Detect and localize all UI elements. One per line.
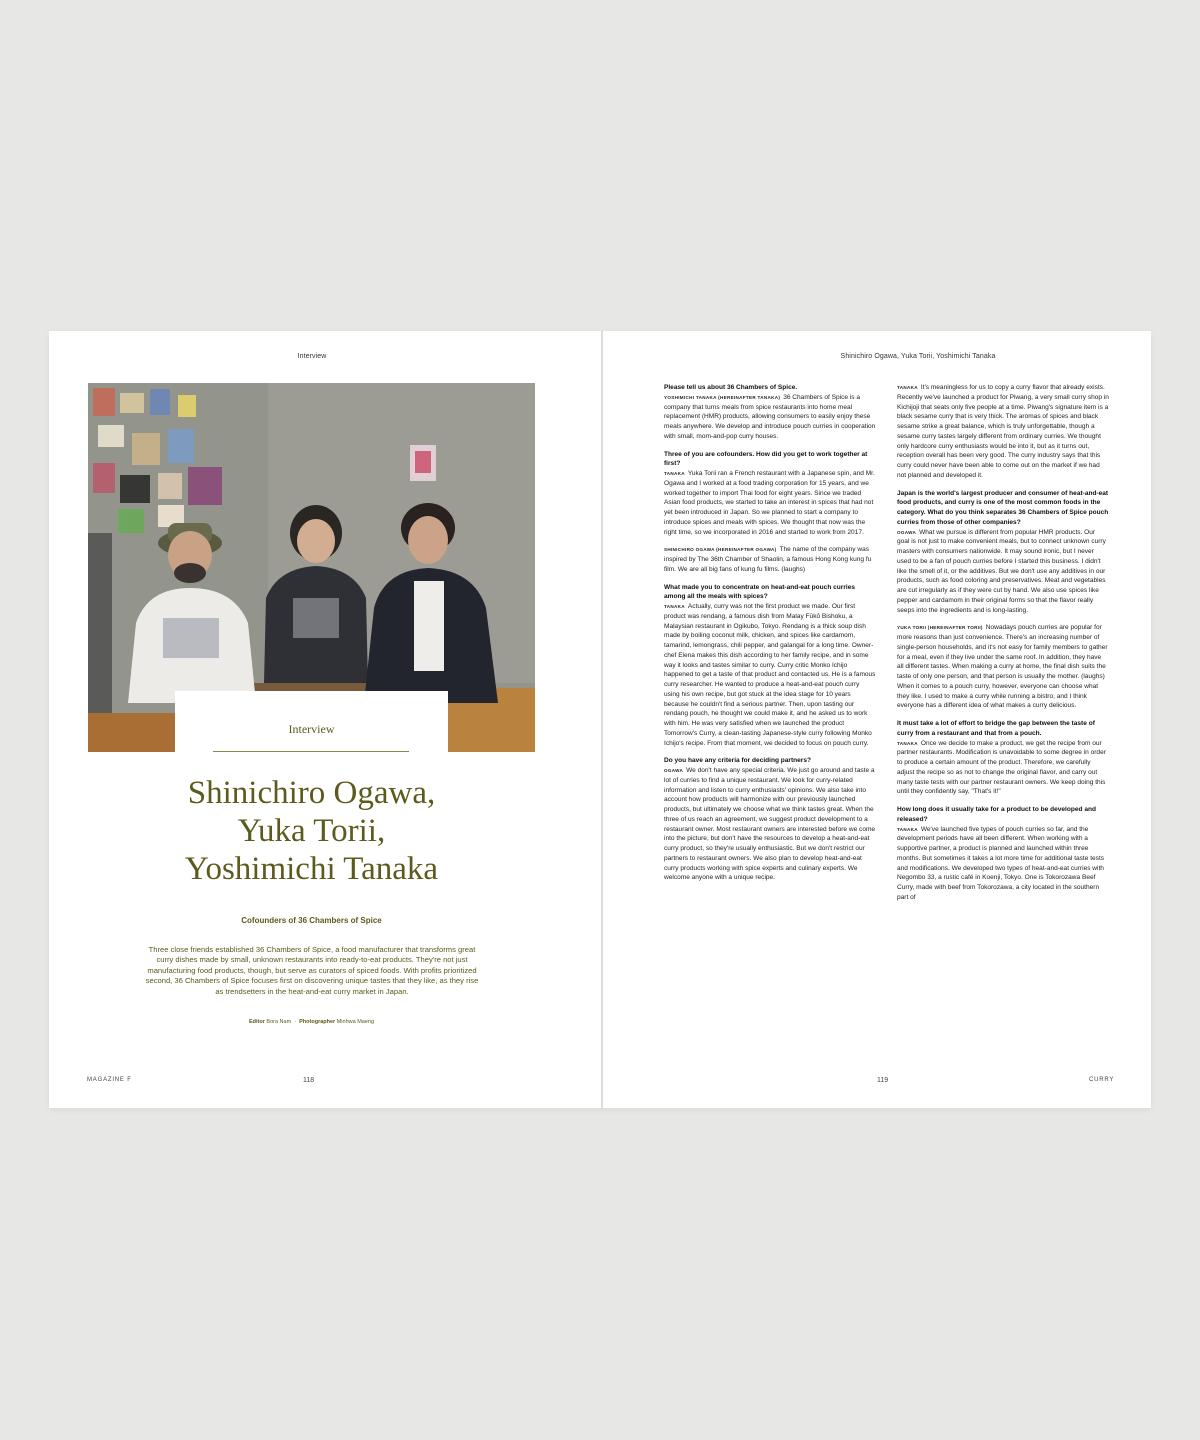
answer: It's meaningless for us to copy a curry flavor that already exists. Recently we've launched a product for Piwang, a very small curry shop in Kichijoji that seats only five people at a time. Piwang's signature item is a black sesame curry that is very thick. The aromas of spices and black sesame strike a great balance, which is truly unforgettable, though a sesame curry tastes largely different from ordinary curries. We thought only hardcore curry enthusiasts would be into it, but as it turns out, reception overall has been very good. The curry industry says that this curry could never have been able to come out on the market if we had not planned and developed it. [897, 384, 1109, 479]
speaker-label: TANAKA [897, 826, 918, 832]
editor-name: Bora Nam [266, 1019, 292, 1025]
question: Please tell us about 36 Chambers of Spice. [664, 384, 798, 391]
answer: We've launched five types of pouch curries so far, and the development periods have all been different. When working with a supportive partner, a product is planned and launched within three months. But sometimes it takes a lot more time for additional taste tests and modifications. We developed two types of heat-and-eat curries with Negombo 33, a rustic café in Koenji, Tokyo. One is Tokorozawa Beef Curry, made with beef from Tokorozawa, a city located in the southern part of [897, 825, 1105, 901]
kicker-rule [213, 751, 409, 752]
speaker-label: TANAKA [897, 740, 918, 746]
name-line-2: Yuka Torii, [237, 813, 386, 849]
speaker-label: YUKA TORII (HEREINAFTER TORII) [897, 625, 983, 631]
role-subtitle: Cofounders of 36 Chambers of Spice [241, 916, 382, 925]
answer: Once we decide to make a product, we get the recipe from our partner restaurants. Modification is unavoidable to some degree in order to produce a certain amount of the product. Therefore, we carefully adjust the recipe so as not to change the original flavor, and carry out many taste tests with our partner restaurant owners. We keep doing this until they confidently say, "That's it!" [897, 739, 1106, 796]
qa-block [897, 623, 1109, 711]
answer: Actually, curry was not the first product we made. Our first product was rendang, a famous dish from Malay Fūkō Bishoku, a Malaysian restaurant in Ogikubo, Tokyo. Rendang is a thick soup dish made by boiling coconut milk, chicken, and spices like cardamom, tamarind, lemongrass, chili pepper, and galangal for a long time. Owner-chef Elena makes this dish according to her family recipe, and in some way it looks and tastes similar to curry. Curry critic Monko Ichijo happened to get a taste of that product and contacted us. He is a famous curry researcher. He wanted to produce a heat-and-eat pouch curry using his own recipe, but got stuck at the idea stage for 10 years because he couldn't find a serious partner. Then, upon tasting our rendang pouch, he thought we could make it, and he asked us to work with him. He was very satisfied when we launched the product Tomorrow's Curry, a clean-tasting Japanese-style curry following Monko Ichijo's recipe. From that moment, we decided to focus on pouch curry. [664, 603, 876, 747]
qa-block [664, 383, 876, 442]
speaker-label: YOSHIMICHI TANAKA (HEREINAFTER TANAKA) [664, 394, 781, 400]
speaker-label: TANAKA [664, 471, 685, 476]
qa-block [664, 545, 876, 574]
photographer-label: Photographer [299, 1019, 336, 1025]
folio-brand: MAGAZINE F [87, 1077, 132, 1083]
answer: We don't have any special criteria. We just go around and taste a lot of curries to find a unique restaurant. We look for curry-related information and listen to curry enthusiasts' opinions. We also take into account how products will harmonize with our previously launched products, but ultimately we choose what we think tastes great. When the three of us reach an agreement, we suggest product development to a restaurant owner. Most restaurant owners are interested before we come into the picture, but don't have the resources to develop a heat-and-eat curry product, so they're usually enthusiastic. But we don't restrict our partners to restaurant owners. We also plan to develop heat-and-eat curry products working with spice experts and culinary experts. We welcome anyone with a unique recipe. [664, 767, 876, 882]
folio-section: CURRY [1089, 1077, 1115, 1083]
interviewee-names [69, 774, 554, 888]
question: Three of you are cofounders. How did you get to work together at first? [664, 450, 868, 468]
answer: What we pursue is different from popular HMR products. Our goal is not just to make convenient meals, but to connect unknown curry masters with consumers nationwide. It may sound ironic, but I never used to be a fan of pouch curries before I started this business. I didn't like the smell of it, or the additives. But we don't use any additives in our products, such as food coloring and preservatives. Meat and vegetables are cut irregularly as if they were cut by hand. We also use spices like pepper and cardamom in their original forms so that the flavor really seeps into the ingredients and is long-lasting. [897, 528, 1106, 614]
text-column-1 [664, 383, 876, 891]
answer: Nowadays pouch curries are popular for more reasons than just convenience. There's an increasing number of single-person households, and it's not easy for family members to gather for a meal, even if they live under the same roof. In addition, they have all different tastes. When making a curry at home, the final dish suits the taste of only one person, and that person is usually the mother. (laughs) When it comes to a pouch curry, however, everyone can choose what they like. I used to make a curry while running a bistro, and I think everyone has a different idea of what makes a curry delicious. [897, 624, 1108, 710]
running-head-right: Shinichiro Ogawa, Yuka Torii, Yoshimichi Tanaka [840, 353, 996, 360]
editor-label: Editor [248, 1019, 265, 1025]
qa-block [664, 583, 876, 749]
answer: Yuka Torii ran a French restaurant with a Japanese spin, and Mr. Ogawa and I worked at a food trading corporation for 15 years, and we worked together to import Thai food for eight years. Since we traded Asian food products, we started to take an interest in spices that had not yet been introduced in Japan. So we planned to start a company to introduce spices and meals with spices. We thought that now was the right time, so we incorporated in 2016 and started to work from 2017. [664, 470, 875, 536]
page-number-right: 119 [877, 1077, 889, 1084]
speaker-label: SHINICHIRO OGAWA (HEREINAFTER OGAWA) [664, 547, 777, 553]
qa-block [664, 756, 876, 883]
credits: Editor Bora Nam · Photographer Minhwa Maeng [248, 1019, 375, 1025]
lede-paragraph: Three close friends established 36 Chambers of Spice, a food manufacturer that transforms great curry dishes made by small, unknown restaurants into ready-to-eat products. They're not just manufacturing food products, though, but serve as curators of spiced foods. With profits prioritized second, 36 Chambers of Spice focuses first on discovering unique tastes that they like, as they rise as trendsetters in the heat-and-eat curry market in Japan. [145, 945, 479, 996]
qa-block [897, 719, 1109, 797]
question: Do you have any criteria for deciding partners? [664, 757, 811, 765]
magazine-spread [49, 331, 1151, 1108]
left-page [49, 331, 601, 1108]
speaker-label: TANAKA [897, 385, 918, 390]
qa-block [664, 450, 876, 538]
answer: The name of the company was inspired by The 36th Chamber of Shaolin, a famous Hong Kong kung fu film. We are all big fans of kung fu films. (laughs) [664, 546, 872, 573]
page-number-left: 118 [303, 1077, 315, 1084]
answer: 36 Chambers of Spice is a company that turns meals from spice restaurants into home meal replacement (HMR) products, allowing consumers to easily enjoy these meals anywhere. We develop and introduce pouch curries in cooperation with small, mom-and-pop curry houses. [664, 393, 876, 440]
speaker-label: TANAKA [664, 604, 685, 609]
right-page [603, 331, 1151, 1108]
qa-block [897, 805, 1109, 903]
question: Japan is the world's largest producer and consumer of heat-and-eat food products, and curry is one of the most common foods in the category. What do you think separates 36 Chambers of Spice pouch curries from those of other companies? [897, 489, 1109, 526]
qa-block [897, 489, 1109, 616]
running-head-left: Interview [297, 353, 327, 360]
text-column-2 [897, 383, 1109, 911]
question: How long does it usually take for a product to be developed and released? [897, 806, 1096, 823]
kicker-label: Interview [288, 722, 335, 736]
name-line-3: Yoshimichi Tanaka [184, 851, 439, 887]
name-line-1: Shinichiro Ogawa, [187, 775, 436, 811]
qa-block [897, 383, 1109, 481]
question: It must take a lot of effort to bridge the gap between the taste of curry from a restaurant and that from a pouch. [897, 720, 1095, 737]
photographer-name: Minhwa Maeng [336, 1019, 375, 1025]
speaker-label: OGAWA [664, 768, 684, 773]
question: What made you to concentrate on heat-and-eat pouch curries among all the meals with spices? [664, 583, 855, 601]
speaker-label: OGAWA [897, 529, 917, 535]
